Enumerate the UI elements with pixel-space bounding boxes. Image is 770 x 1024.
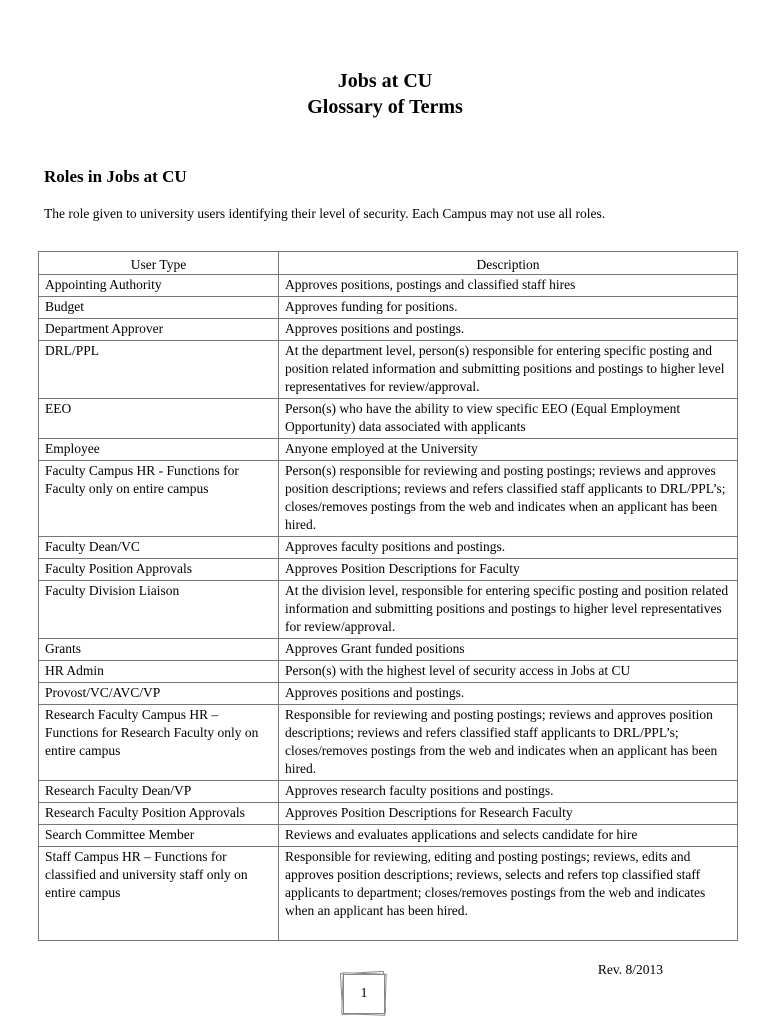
user-type-cell: Appointing Authority	[39, 275, 279, 297]
intro-text: The role given to university users identifying their level of security. Each Campus may not use all roles.	[44, 206, 606, 221]
table-row	[39, 341, 738, 399]
revision-date: Rev. 8/2013	[597, 962, 663, 977]
table-row	[39, 399, 738, 439]
description-cell: Person(s) with the highest level of security access in Jobs at CU	[279, 661, 738, 683]
description-cell: Approves Position Descriptions for Research Faculty	[279, 803, 738, 825]
description-cell: Anyone employed at the University	[279, 439, 738, 461]
table-row	[39, 847, 738, 941]
user-type-cell: DRL/PPL	[39, 341, 279, 399]
table-row	[39, 439, 738, 461]
glossary-table-body	[39, 275, 738, 941]
description-cell: Responsible for reviewing and posting postings; reviews and approves position descriptions; reviews and refers classified staff applicants to DRL/PPL’s; closes/removes postings from the web and indicates when an applicant has been hired.	[279, 705, 738, 781]
table-row	[39, 537, 738, 559]
page-number: 1	[343, 974, 385, 1014]
description-cell: Approves Position Descriptions for Faculty	[279, 559, 738, 581]
description-cell: Responsible for reviewing, editing and posting postings; reviews, edits and approves position descriptions; reviews, selects and refers top classified staff applicants to department; closes/removes postings from the web and indicates when an applicant has been hired.	[279, 847, 738, 941]
description-cell: Approves positions, postings and classified staff hires	[279, 275, 738, 297]
column-header-user-type: User Type	[39, 252, 279, 275]
document-subtitle: Glossary of Terms	[307, 96, 463, 118]
glossary-table	[38, 251, 738, 941]
page-number-badge	[341, 972, 385, 1014]
description-cell: At the department level, person(s) responsible for entering specific posting and position related information and submitting positions and postings to higher level representatives for review/approval.	[279, 341, 738, 399]
description-cell: At the division level, responsible for entering specific posting and position related information and submitting positions and postings to higher level representatives for review/approval.	[279, 581, 738, 639]
user-type-cell: Faculty Division Liaison	[39, 581, 279, 639]
description-cell: Reviews and evaluates applications and selects candidate for hire	[279, 825, 738, 847]
column-header-description: Description	[279, 252, 738, 275]
user-type-cell: Search Committee Member	[39, 825, 279, 847]
user-type-cell: Provost/VC/AVC/VP	[39, 683, 279, 705]
user-type-cell: Employee	[39, 439, 279, 461]
description-cell: Approves positions and postings.	[279, 319, 738, 341]
user-type-cell: Faculty Position Approvals	[39, 559, 279, 581]
table-row	[39, 581, 738, 639]
user-type-cell: Department Approver	[39, 319, 279, 341]
table-row	[39, 705, 738, 781]
description-cell: Approves positions and postings.	[279, 683, 738, 705]
table-row	[39, 803, 738, 825]
description-cell: Approves funding for positions.	[279, 297, 738, 319]
table-row	[39, 461, 738, 537]
table-row	[39, 297, 738, 319]
user-type-cell: Staff Campus HR – Functions for classified and university staff only on entire campus	[39, 847, 279, 941]
user-type-cell: Faculty Campus HR - Functions for Faculty only on entire campus	[39, 461, 279, 537]
description-cell: Person(s) who have the ability to view specific EEO (Equal Employment Opportunity) data associated with applicants	[279, 399, 738, 439]
table-header-row	[39, 252, 738, 275]
user-type-cell: HR Admin	[39, 661, 279, 683]
description-cell: Approves faculty positions and postings.	[279, 537, 738, 559]
user-type-cell: EEO	[39, 399, 279, 439]
document-title: Jobs at CU	[337, 70, 433, 92]
user-type-cell: Budget	[39, 297, 279, 319]
user-type-cell: Research Faculty Dean/VP	[39, 781, 279, 803]
table-row	[39, 781, 738, 803]
user-type-cell: Research Faculty Campus HR – Functions for Research Faculty only on entire campus	[39, 705, 279, 781]
description-cell: Approves Grant funded positions	[279, 639, 738, 661]
section-heading: Roles in Jobs at CU	[44, 167, 187, 186]
table-row	[39, 319, 738, 341]
description-cell: Approves research faculty positions and postings.	[279, 781, 738, 803]
description-cell: Person(s) responsible for reviewing and posting postings; reviews and approves position descriptions; reviews and refers classified staff applicants to DRL/PPL’s; closes/removes postings from the web and indicates when an applicant has been hired.	[279, 461, 738, 537]
table-row	[39, 683, 738, 705]
user-type-cell: Grants	[39, 639, 279, 661]
table-row	[39, 275, 738, 297]
user-type-cell: Research Faculty Position Approvals	[39, 803, 279, 825]
table-row	[39, 639, 738, 661]
user-type-cell: Faculty Dean/VC	[39, 537, 279, 559]
table-row	[39, 825, 738, 847]
table-row	[39, 661, 738, 683]
table-row	[39, 559, 738, 581]
